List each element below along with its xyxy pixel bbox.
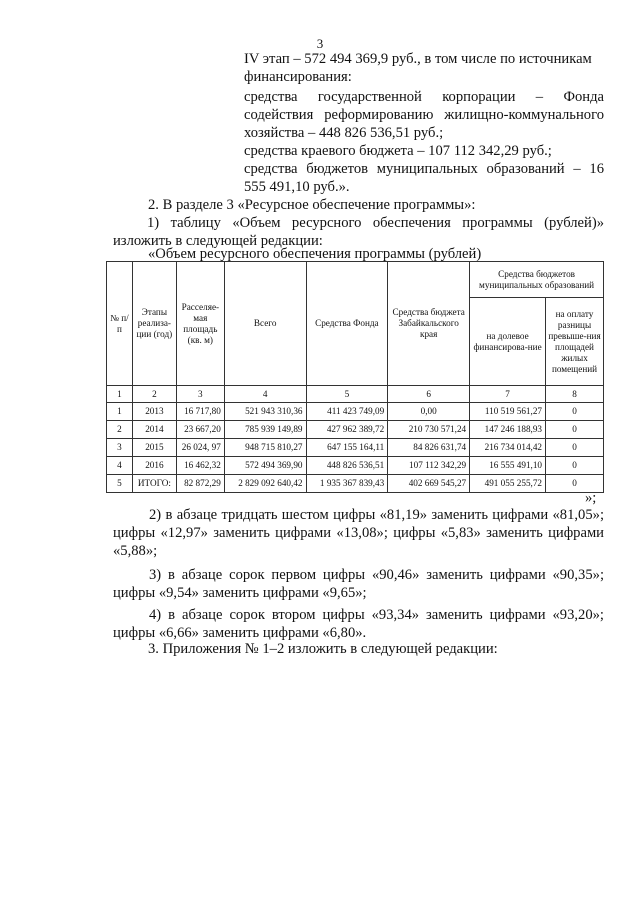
- cell-municipal-share: 110 519 561,27: [470, 403, 546, 421]
- cell-municipal-excess: 0: [546, 475, 604, 493]
- header-municipal-share: на долевое финансирова-ние: [470, 298, 546, 386]
- amendment-item-4: 4) в абзаце сорок втором цифры «93,34» заменить цифрами «93,20»; цифры «6,66» заменить цифрами «6,80».: [113, 607, 604, 641]
- header-num: № п/п: [107, 262, 133, 386]
- municipal-budgets-line: средства бюджетов муниципальных образований – 16 555 491,10 руб.».: [244, 161, 604, 195]
- header-fund: Средства Фонда: [306, 262, 388, 386]
- cell-regional: 0,00: [388, 403, 470, 421]
- header-municipal-excess: на оплату разницы превыше-ния площадей жилых помещений: [546, 298, 604, 386]
- cell-regional: 402 669 545,27: [388, 475, 470, 493]
- cell-municipal-share: 147 246 188,93: [470, 421, 546, 439]
- table-caption: «Объем ресурсного обеспечения программы (рублей): [148, 246, 482, 262]
- cell-municipal-share: 491 055 255,72: [470, 475, 546, 493]
- table-row: [107, 421, 604, 439]
- column-number: 6: [388, 386, 470, 403]
- cell-total: 2 829 092 640,42: [224, 475, 306, 493]
- cell-num: 5: [107, 475, 133, 493]
- cell-area: 82 872,29: [176, 475, 224, 493]
- cell-area: 23 667,20: [176, 421, 224, 439]
- cell-area: 16 462,32: [176, 457, 224, 475]
- column-number: 3: [176, 386, 224, 403]
- stage-iv-line: IV этап – 572 494 369,9 руб., в том числе по источникам финансирования:: [244, 51, 592, 85]
- cell-total: 572 494 369,90: [224, 457, 306, 475]
- cell-fund: 1 935 367 839,43: [306, 475, 388, 493]
- fund-source-line: средства государственной корпорации – Фонда содействия реформированию жилищно-коммунального хозяйства – 448 826 536,51 руб.;: [244, 89, 604, 141]
- header-municipal-group: Средства бюджетов муниципальных образований: [470, 262, 604, 298]
- cell-municipal-share: 16 555 491,10: [470, 457, 546, 475]
- table-row: [107, 403, 604, 421]
- cell-fund: 411 423 749,09: [306, 403, 388, 421]
- cell-fund: 448 826 536,51: [306, 457, 388, 475]
- section-3-heading: 3. Приложения № 1–2 изложить в следующей редакции:: [148, 641, 498, 657]
- cell-area: 26 024, 97: [176, 439, 224, 457]
- cell-num: 2: [107, 421, 133, 439]
- header-area: Расселяе-мая площадь (кв. м): [176, 262, 224, 386]
- table-closing-quote: »;: [585, 490, 597, 506]
- cell-municipal-excess: 0: [546, 403, 604, 421]
- column-number: 4: [224, 386, 306, 403]
- table-header-row: [107, 262, 604, 298]
- header-total: Всего: [224, 262, 306, 386]
- column-number: 5: [306, 386, 388, 403]
- section-2-heading: 2. В разделе 3 «Ресурсное обеспечение программы»:: [148, 197, 476, 213]
- cell-municipal-excess: 0: [546, 439, 604, 457]
- amendment-item-3: 3) в абзаце сорок первом цифры «90,46» заменить цифрами «90,35»; цифры «9,54» заменить цифрами «9,65»;: [113, 567, 604, 601]
- column-number: 7: [470, 386, 546, 403]
- column-number-row: [107, 386, 604, 403]
- column-number: 2: [132, 386, 176, 403]
- cell-municipal-excess: 0: [546, 457, 604, 475]
- cell-fund: 647 155 164,11: [306, 439, 388, 457]
- table-row: [107, 439, 604, 457]
- cell-regional: 107 112 342,29: [388, 457, 470, 475]
- page-number: 3: [316, 36, 324, 51]
- amendment-item-2: 2) в абзаце тридцать шестом цифры «81,19» заменить цифрами «81,05»; цифры «12,97» заменить цифрами «13,08»; цифры «5,83» заменить цифрами «5,88»;: [113, 507, 604, 559]
- regional-budget-line: средства краевого бюджета – 107 112 342,29 руб.;: [244, 143, 552, 159]
- table-row: [107, 457, 604, 475]
- cell-regional: 210 730 571,24: [388, 421, 470, 439]
- header-stages: Этапы реализа-ции (год): [132, 262, 176, 386]
- cell-total: 521 943 310,36: [224, 403, 306, 421]
- cell-fund: 427 962 389,72: [306, 421, 388, 439]
- cell-area: 16 717,80: [176, 403, 224, 421]
- section-2-item-1: 1) таблицу «Объем ресурсного обеспечения программы (рублей)» изложить в следующей редакции:: [113, 215, 604, 249]
- column-number: 8: [546, 386, 604, 403]
- cell-municipal-excess: 0: [546, 421, 604, 439]
- cell-total: 948 715 810,27: [224, 439, 306, 457]
- cell-municipal-share: 216 734 014,42: [470, 439, 546, 457]
- header-regional: Средства бюджета Забайкальского края: [388, 262, 470, 386]
- cell-stage: ИТОГО:: [132, 475, 176, 493]
- cell-regional: 84 826 631,74: [388, 439, 470, 457]
- table-total-row: [107, 475, 604, 493]
- cell-total: 785 939 149,89: [224, 421, 306, 439]
- cell-stage: 2014: [132, 421, 176, 439]
- cell-num: 1: [107, 403, 133, 421]
- column-number: 1: [107, 386, 133, 403]
- cell-stage: 2013: [132, 403, 176, 421]
- cell-num: 4: [107, 457, 133, 475]
- cell-num: 3: [107, 439, 133, 457]
- resource-table: [106, 261, 604, 493]
- cell-stage: 2015: [132, 439, 176, 457]
- cell-stage: 2016: [132, 457, 176, 475]
